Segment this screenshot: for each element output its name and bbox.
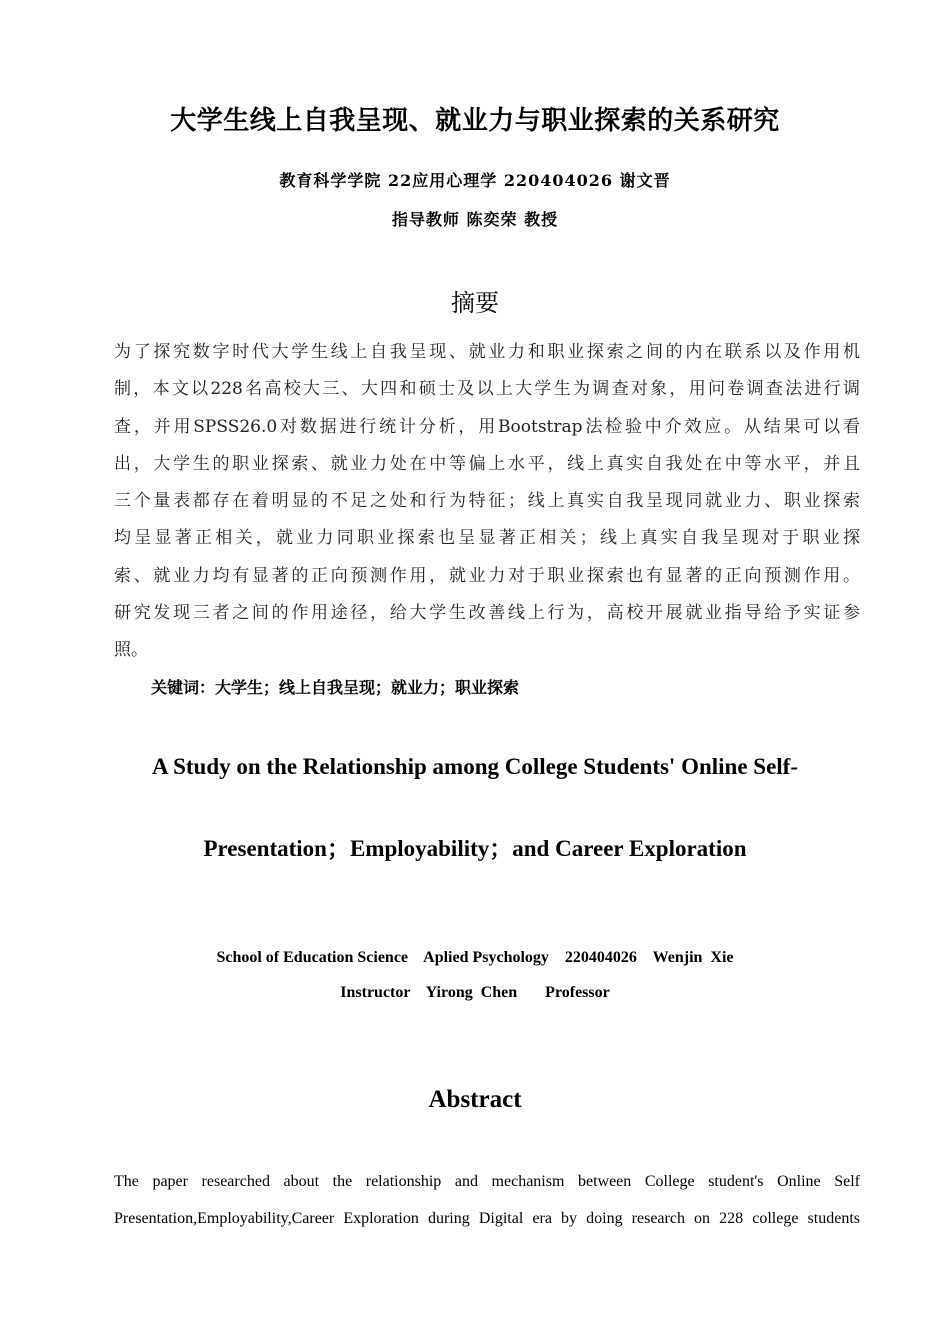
chinese-title: 大学生线上自我呈现、就业力与职业探索的关系研究 [170,106,780,136]
chinese-author-line: 教育科学学院 22应用心理学 220404026 谢文晋 [279,171,671,190]
chinese-abstract-line: 制，本文以228名高校大三、大四和硕士及以上大学生为调查对象，用问卷调查法进行调 [114,379,860,400]
chinese-abstract-body [114,334,860,670]
chinese-abstract-line: 照。 [114,640,148,661]
chinese-advisor-line: 指导教师 陈奕荣 教授 [391,210,559,229]
english-abstract-heading: Abstract [428,1086,522,1113]
english-abstract-line: The paper researched about the relationship and mechanism between College student's Online Self [114,1173,860,1190]
english-advisor-line: Instructor Yirong Chen Professor [340,984,610,1001]
chinese-abstract-line: 研究发现三者之间的作用途径，给大学生改善线上行为，高校开展就业指导给予实证参 [114,603,860,624]
english-title-line-2: Presentation；Employability；and Career Exploration [203,836,747,861]
english-abstract-line: Presentation,Employability,Career Exploration during Digital era by doing research on 228 college students [114,1210,860,1227]
chinese-abstract-line: 均呈显著正相关，就业力同职业探索也呈显著正相关；线上真实自我呈现对于职业探 [114,528,860,549]
chinese-abstract-line: 为了探究数字时代大学生线上自我呈现、就业力和职业探索之间的内在联系以及作用机 [114,342,860,362]
chinese-keywords: 关键词：大学生；线上自我呈现；就业力；职业探索 [151,678,520,697]
chinese-abstract-heading: 摘要 [451,289,499,317]
chinese-abstract-line: 查，并用SPSS26.0对数据进行统计分析，用Bootstrap法检验中介效应。从结果可以看 [114,416,860,437]
english-title-line-1: A Study on the Relationship among College Students' Online Self- [151,754,798,779]
chinese-abstract-line: 三个量表都存在着明显的不足之处和行为特征；线上真实自我呈现同就业力、职业探索 [114,491,860,512]
english-abstract-body [114,1163,860,1237]
chinese-abstract-line: 出，大学生的职业探索、就业力处在中等偏上水平，线上真实自我处在中等水平，并且 [114,453,860,474]
chinese-abstract-line: 索、就业力均有显著的正向预测作用，就业力对于职业探索也有显著的正向预测作用。 [114,565,860,586]
english-author-line: School of Education Science Aplied Psychology 220404026 Wenjin Xie [216,949,734,966]
